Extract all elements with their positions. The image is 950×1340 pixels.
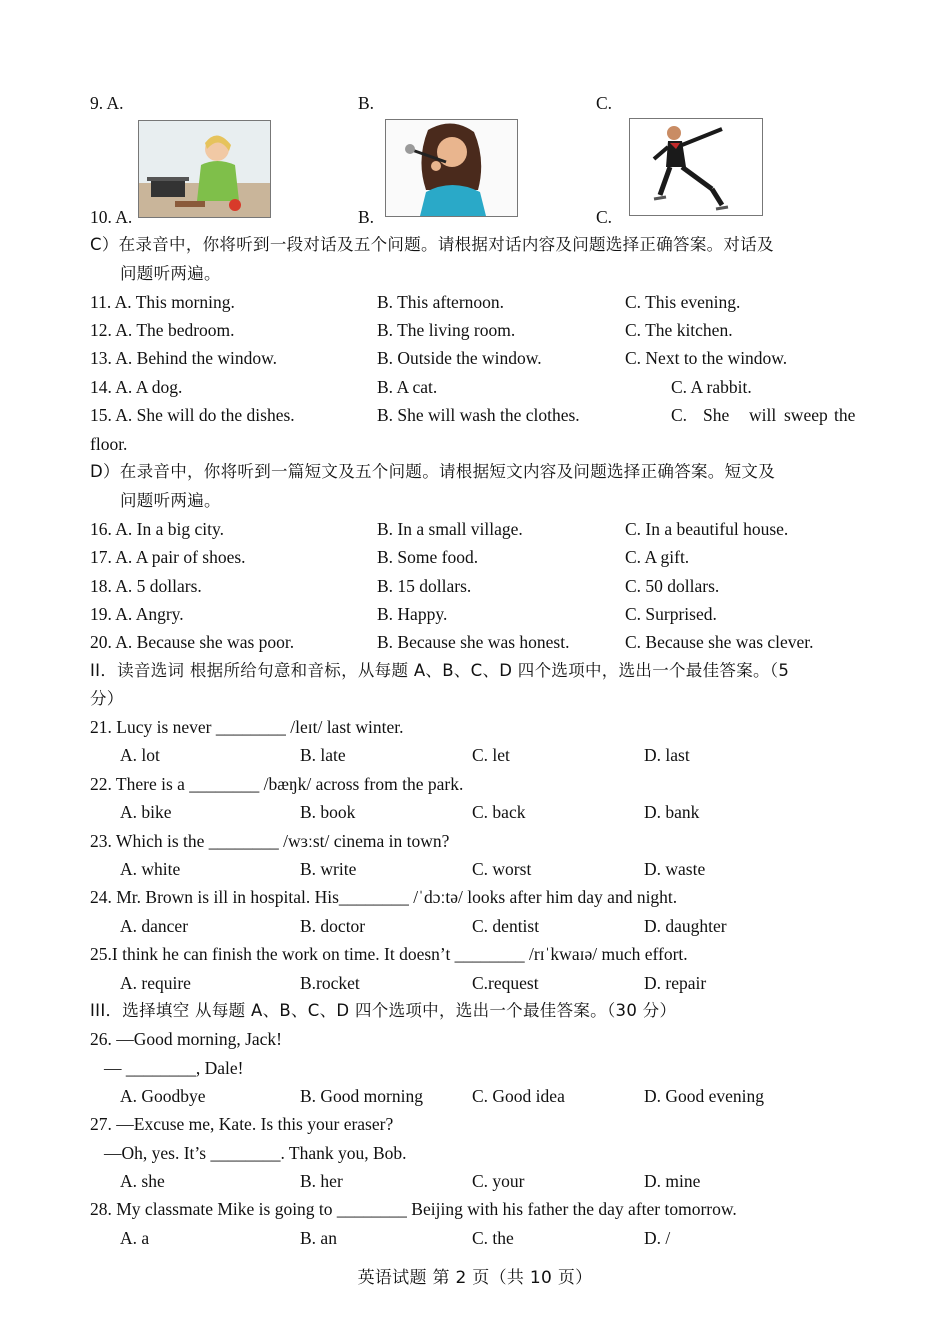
q24-option-c: C. dentist <box>472 916 540 936</box>
q13-option-c: C. Next to the window. <box>625 348 788 368</box>
section-d-instruction-cont: 问题听两遍。 <box>120 491 221 510</box>
q25-option-d: D. repair <box>644 973 707 993</box>
section-c-instruction-cont: 问题听两遍。 <box>120 264 221 283</box>
q17-option-b: B. Some food. <box>377 547 479 567</box>
q28-option-a: A. a <box>120 1228 150 1248</box>
q18-option-b: B. 15 dollars. <box>377 576 472 596</box>
q11-option-c: C. This evening. <box>625 292 741 312</box>
q24-option-a: A. dancer <box>120 916 189 936</box>
q27-option-b: B. her <box>300 1171 343 1191</box>
q28-option-d: D. / <box>644 1228 671 1248</box>
q22-option-a: A. bike <box>120 802 172 822</box>
q27-stem: 27. —Excuse me, Kate. Is this your eraser? <box>90 1114 394 1134</box>
q22-option-d: D. bank <box>644 802 700 822</box>
q14-option-a: 14. A. A dog. <box>90 377 183 397</box>
q9-option-b: B. <box>358 93 375 113</box>
section-ii-instruction-cont: 分） <box>90 689 124 708</box>
page-footer: 英语试题 第 2 页（共 10 页） <box>357 1268 593 1288</box>
q20-option-a: 20. A. Because she was poor. <box>90 632 295 652</box>
picture-man-ice-skating <box>629 118 763 216</box>
q27-reply: —Oh, yes. It’s ________. Thank you, Bob. <box>104 1143 407 1163</box>
q16-option-b: B. In a small village. <box>377 519 523 539</box>
q21-option-d: D. last <box>644 745 690 765</box>
cooking-icon <box>139 121 270 217</box>
q11-option-b: B. This afternoon. <box>377 292 505 312</box>
q25-option-a: A. require <box>120 973 191 993</box>
q28-option-b: B. an <box>300 1228 337 1248</box>
q10-option-b: B. <box>358 207 375 227</box>
q17-option-a: 17. A. A pair of shoes. <box>90 547 246 567</box>
q15-option-c-word: She <box>703 405 730 425</box>
q14-option-b: B. A cat. <box>377 377 438 397</box>
q21-stem: 21. Lucy is never ________ /leɪt/ last winter. <box>90 717 404 737</box>
q15-option-c-label: C. <box>671 405 688 425</box>
q17-option-c: C. A gift. <box>625 547 690 567</box>
q26-reply: — ________, Dale! <box>104 1058 244 1078</box>
q21-option-c: C. let <box>472 745 510 765</box>
q23-option-b: B. write <box>300 859 357 879</box>
q15-option-c-word: the <box>834 405 856 425</box>
q15-option-a: 15. A. She will do the dishes. <box>90 405 295 425</box>
q25-option-c: C.request <box>472 973 539 993</box>
q22-option-b: B. book <box>300 802 356 822</box>
q16-option-c: C. In a beautiful house. <box>625 519 789 539</box>
section-iii-instruction: III．选择填空 从每题 A、B、C、D 四个选项中，选出一个最佳答案。（30 分） <box>90 1001 677 1020</box>
q19-option-b: B. Happy. <box>377 604 448 624</box>
q18-option-c: C. 50 dollars. <box>625 576 720 596</box>
q22-stem: 22. There is a ________ /bæŋk/ across from the park. <box>90 774 464 794</box>
q9-option-a: 9. A. <box>90 93 124 113</box>
skater-icon <box>630 119 762 215</box>
q25-option-b: B.rocket <box>300 973 360 993</box>
q28-option-c: C. the <box>472 1228 514 1248</box>
q26-option-c: C. Good idea <box>472 1086 565 1106</box>
q23-option-d: D. waste <box>644 859 706 879</box>
q18-option-a: 18. A. 5 dollars. <box>90 576 202 596</box>
q26-option-d: D. Good evening <box>644 1086 765 1106</box>
q10-option-a: 10. A. <box>90 207 133 227</box>
q16-option-a: 16. A. In a big city. <box>90 519 224 539</box>
q23-option-a: A. white <box>120 859 181 879</box>
q24-stem: 24. Mr. Brown is ill in hospital. His________ /ˈdɔːtə/ looks after him day and night. <box>90 887 678 907</box>
q25-stem: 25.I think he can finish the work on time. It doesn’t ________ /rɪˈkwaɪə/ much effort. <box>90 944 688 964</box>
q27-option-a: A. she <box>120 1171 165 1191</box>
q20-option-c: C. Because she was clever. <box>625 632 814 652</box>
q23-option-c: C. worst <box>472 859 532 879</box>
q14-option-c: C. A rabbit. <box>671 377 752 397</box>
q15-option-c-wrap: floor. <box>90 434 128 454</box>
section-ii-instruction: II．读音选词 根据所给句意和音标，从每题 A、B、C、D 四个选项中，选出一个最佳答案。（5 <box>90 661 790 680</box>
q15-option-c-word: sweep <box>784 405 828 425</box>
q26-option-b: B. Good morning <box>300 1086 423 1106</box>
q12-option-a: 12. A. The bedroom. <box>90 320 235 340</box>
q21-option-b: B. late <box>300 745 346 765</box>
q15-option-c-word: will <box>749 405 777 425</box>
q9-option-c: C. <box>596 93 613 113</box>
q26-stem: 26. —Good morning, Jack! <box>90 1029 282 1049</box>
q24-option-d: D. daughter <box>644 916 727 936</box>
q27-option-c: C. your <box>472 1171 525 1191</box>
picture-woman-cooking <box>138 120 271 218</box>
q10-option-c: C. <box>596 207 613 227</box>
q26-option-a: A. Goodbye <box>120 1086 206 1106</box>
q19-option-c: C. Surprised. <box>625 604 717 624</box>
q27-option-d: D. mine <box>644 1171 701 1191</box>
section-c-instruction: C）在录音中，你将听到一段对话及五个问题。请根据对话内容及问题选择正确答案。对话及 <box>90 235 774 254</box>
picture-woman-singing <box>385 119 518 217</box>
q22-option-c: C. back <box>472 802 526 822</box>
q19-option-a: 19. A. Angry. <box>90 604 184 624</box>
q24-option-b: B. doctor <box>300 916 366 936</box>
q23-stem: 23. Which is the ________ /wɜːst/ cinema in town? <box>90 831 450 851</box>
section-d-instruction: D）在录音中，你将听到一篇短文及五个问题。请根据短文内容及问题选择正确答案。短文及 <box>90 462 776 481</box>
q21-option-a: A. lot <box>120 745 160 765</box>
q28-stem: 28. My classmate Mike is going to ________ Beijing with his father the day after tomorrow. <box>90 1199 737 1219</box>
microphone-icon <box>386 120 517 216</box>
q13-option-b: B. Outside the window. <box>377 348 542 368</box>
q15-option-b: B. She will wash the clothes. <box>377 405 580 425</box>
q11-option-a: 11. A. This morning. <box>90 292 235 312</box>
q13-option-a: 13. A. Behind the window. <box>90 348 277 368</box>
q12-option-b: B. The living room. <box>377 320 516 340</box>
q12-option-c: C. The kitchen. <box>625 320 733 340</box>
q20-option-b: B. Because she was honest. <box>377 632 570 652</box>
